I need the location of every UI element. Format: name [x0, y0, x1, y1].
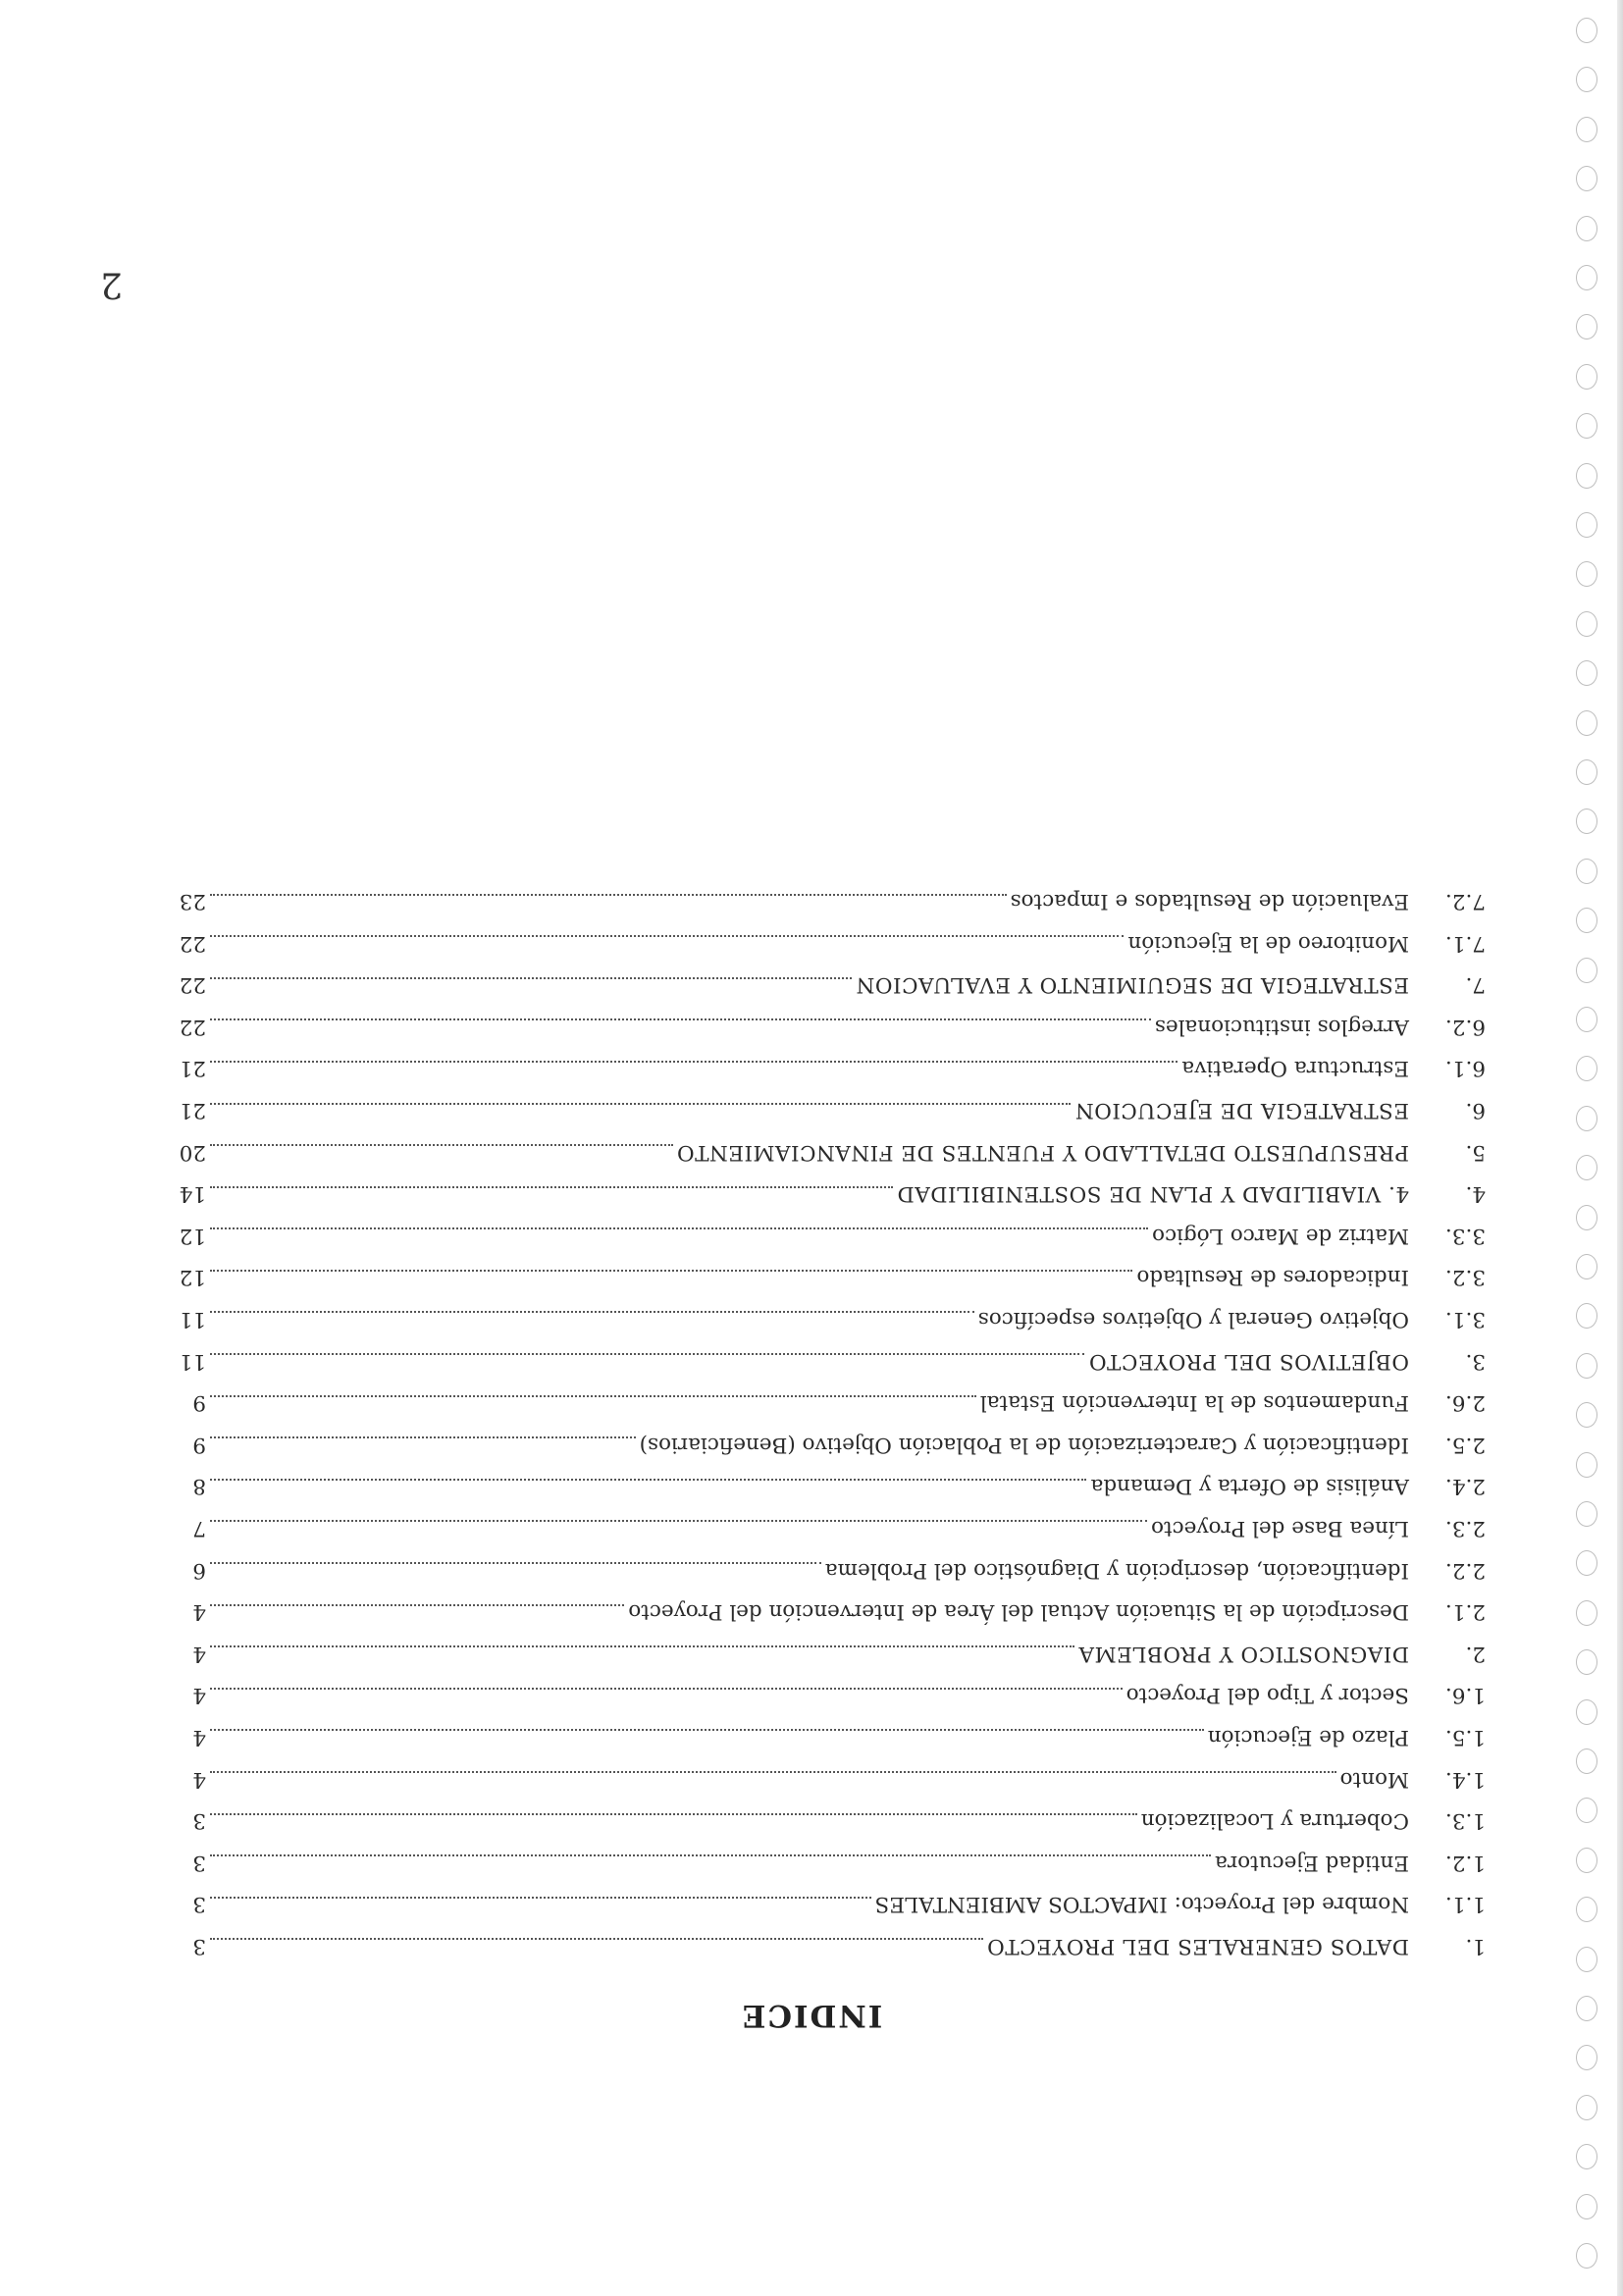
dot-leader	[210, 1520, 1147, 1524]
toc-entry	[179, 1559, 1486, 1601]
toc-entry-page: 3	[192, 1808, 206, 1834]
toc-entry	[179, 1894, 1486, 1936]
toc-entry-label: Línea Base del Proyecto	[1151, 1515, 1409, 1540]
toc-entry-label: Nombre del Proyecto: IMPACTOS AMBIENTALES	[874, 1892, 1409, 1917]
toc-entry-label: Fundamentos de la Intervención Estatal	[979, 1390, 1409, 1416]
dot-leader	[210, 1729, 1204, 1733]
toc-entry-number: 7.2.	[1444, 889, 1486, 914]
toc-entry-label: Descripción de la Situación Actual del Área de Intervención del Proyecto	[628, 1599, 1409, 1625]
toc-entry-page: 9	[192, 1390, 206, 1416]
dot-leader	[210, 1938, 983, 1942]
toc-entry	[179, 1183, 1486, 1226]
toc-entry-page: 12	[179, 1223, 206, 1248]
toc-entry-number: 1.4.	[1444, 1766, 1486, 1792]
toc-entry-label: Identificación, descripción y Diagnóstico del Problema	[824, 1557, 1409, 1583]
dot-leader	[210, 977, 852, 981]
toc-entry-page: 22	[179, 930, 206, 956]
toc-entry-label: Análisis de Oferta y Demanda	[1090, 1474, 1409, 1499]
toc-entry-page: 22	[179, 1014, 206, 1039]
toc-entry-number: 2.2.	[1444, 1557, 1486, 1583]
toc-entry	[179, 974, 1486, 1017]
dot-leader	[210, 1688, 1123, 1692]
toc-entry	[179, 1434, 1486, 1476]
toc-entry-number: 3.3.	[1444, 1223, 1486, 1248]
toc-entry-number: 1.1.	[1444, 1892, 1486, 1917]
toc-title: INDICE	[740, 1998, 883, 2033]
toc-entry	[179, 1392, 1486, 1435]
dot-leader	[210, 1018, 1151, 1022]
toc-entry-page: 23	[179, 889, 206, 914]
dot-leader	[210, 1144, 673, 1148]
toc-entry-label: Cobertura y Localización	[1140, 1808, 1409, 1834]
toc-entry	[179, 1141, 1486, 1183]
toc-entry-label: DATOS GENERALES DEL PROYECTO	[986, 1933, 1409, 1958]
toc-entry-page: 11	[179, 1348, 206, 1374]
toc-entry-number: 2.6.	[1444, 1390, 1486, 1416]
toc-entry-page: 4	[192, 1641, 206, 1666]
dot-leader	[210, 1479, 1087, 1483]
table-of-contents	[179, 891, 1486, 1977]
toc-entry-number: 5.	[1465, 1139, 1486, 1165]
dot-leader	[210, 1103, 1071, 1107]
toc-entry-number: 1.3.	[1444, 1808, 1486, 1834]
toc-entry-number: 3.1.	[1444, 1307, 1486, 1331]
toc-entry	[179, 1726, 1486, 1768]
toc-entry	[179, 1350, 1486, 1392]
toc-entry-number: 7.1.	[1444, 930, 1486, 956]
toc-entry-number: 3.	[1465, 1348, 1486, 1374]
toc-entry-page: 3	[192, 1933, 206, 1958]
dot-leader	[210, 1353, 1084, 1357]
toc-entry-page: 3	[192, 1850, 206, 1875]
toc-entry-label: Identificación y Caracterización de la Población Objetivo (Beneficiarios)	[639, 1432, 1409, 1457]
toc-entry-page: 9	[192, 1432, 206, 1457]
toc-entry-page: 6	[192, 1557, 206, 1583]
page-number: 2	[100, 264, 123, 304]
dot-leader	[210, 1395, 976, 1399]
toc-entry	[179, 1768, 1486, 1810]
toc-entry-page: 4	[192, 1766, 206, 1792]
toc-entry-number: 2.4.	[1444, 1474, 1486, 1499]
dot-leader	[210, 1270, 1132, 1274]
dot-leader	[210, 894, 1007, 898]
toc-entry-label: Objetivo General y Objetivos específicos	[977, 1307, 1409, 1331]
toc-entry-number: 2.5.	[1444, 1432, 1486, 1457]
dot-leader	[210, 1854, 1211, 1858]
dot-leader	[210, 1813, 1137, 1817]
toc-entry-page: 14	[179, 1181, 206, 1207]
toc-entry	[179, 1058, 1486, 1100]
toc-entry-page: 12	[179, 1265, 206, 1290]
toc-entry	[179, 1267, 1486, 1309]
toc-entry-number: 7.	[1465, 972, 1486, 998]
toc-entry-number: 6.	[1465, 1098, 1486, 1123]
toc-entry-label: Monto	[1339, 1766, 1409, 1792]
toc-entry-label: DIAGNOSTICO Y PROBLEMA	[1078, 1641, 1409, 1666]
toc-entry-label: Plazo de Ejecución	[1207, 1724, 1409, 1749]
toc-entry-page: 4	[192, 1724, 206, 1749]
toc-entry	[179, 1852, 1486, 1894]
dot-leader	[210, 1227, 1148, 1231]
dot-leader	[210, 1771, 1336, 1775]
toc-entry-number: 1.5.	[1444, 1724, 1486, 1749]
toc-entry-number: 2.	[1465, 1641, 1486, 1666]
dot-leader	[210, 1897, 871, 1901]
toc-entry	[179, 1309, 1486, 1351]
toc-entry-number: 1.	[1465, 1933, 1486, 1958]
toc-entry-number: 2.1.	[1444, 1599, 1486, 1625]
toc-entry-number: 1.2.	[1444, 1850, 1486, 1875]
dot-leader	[210, 1436, 636, 1440]
toc-entry-page: 4	[192, 1599, 206, 1625]
toc-entry-label: Evaluación de Resultados e Impactos	[1010, 889, 1409, 914]
toc-entry-page: 8	[192, 1474, 206, 1499]
toc-entry-page: 4	[192, 1683, 206, 1708]
toc-entry-label: ESTRATEGIA DE SEGUIMIENTO Y EVALUACION	[856, 972, 1409, 998]
dot-leader	[210, 1604, 624, 1608]
toc-entry-label: 4. VIABILIDAD Y PLAN DE SOSTENIBILIDAD	[897, 1181, 1409, 1207]
dot-leader	[210, 1312, 974, 1316]
toc-entry-page: 7	[192, 1515, 206, 1540]
toc-entry	[179, 1685, 1486, 1727]
dot-leader	[210, 935, 1124, 939]
toc-entry-number: 2.3.	[1444, 1515, 1486, 1540]
toc-entry	[179, 932, 1486, 974]
toc-entry	[179, 1476, 1486, 1518]
toc-entry	[179, 1517, 1486, 1559]
toc-entry	[179, 1810, 1486, 1852]
toc-entry	[179, 1601, 1486, 1644]
toc-entry-page: 21	[179, 1098, 206, 1123]
toc-entry	[179, 1016, 1486, 1058]
toc-entry-label: Entidad Ejecutora	[1215, 1850, 1409, 1875]
dot-leader	[210, 1562, 821, 1566]
toc-entry-label: PRESUPUESTO DETALLADO Y FUENTES DE FINANCIAMIENTO	[676, 1139, 1409, 1165]
toc-entry-label: Estructura Operativa	[1181, 1056, 1409, 1081]
toc-entry-label: OBJETIVOS DEL PROYECTO	[1088, 1348, 1409, 1374]
toc-entry-label: Indicadores de Resultado	[1136, 1265, 1409, 1290]
toc-entry-number: 1.6.	[1444, 1683, 1486, 1708]
toc-entry	[179, 1225, 1486, 1267]
dot-leader	[210, 1645, 1074, 1649]
toc-entry-label: Monitoreo de la Ejecución	[1127, 930, 1409, 956]
dot-leader	[210, 1186, 893, 1190]
dot-leader	[210, 1061, 1178, 1065]
toc-entry	[179, 1100, 1486, 1142]
toc-entry-page: 21	[179, 1056, 206, 1081]
toc-entry-number: 6.1.	[1444, 1056, 1486, 1081]
toc-entry-page: 3	[192, 1892, 206, 1917]
toc-entry	[179, 1643, 1486, 1685]
toc-entry	[179, 891, 1486, 933]
toc-entry-label: Matriz de Marco Lógico	[1152, 1223, 1409, 1248]
toc-entry-number: 3.2.	[1444, 1265, 1486, 1290]
toc-entry-number: 4.	[1465, 1181, 1486, 1207]
toc-entry	[179, 1935, 1486, 1977]
toc-entry-page: 22	[179, 972, 206, 998]
toc-entry-label: Arreglos institucionales	[1154, 1014, 1409, 1039]
toc-entry-number: 6.2.	[1444, 1014, 1486, 1039]
toc-entry-page: 11	[179, 1307, 206, 1331]
toc-entry-label: ESTRATEGIA DE EJECUCION	[1074, 1098, 1409, 1123]
toc-entry-page: 20	[179, 1139, 206, 1165]
toc-entry-label: Sector y Tipo del Proyecto	[1126, 1683, 1409, 1708]
